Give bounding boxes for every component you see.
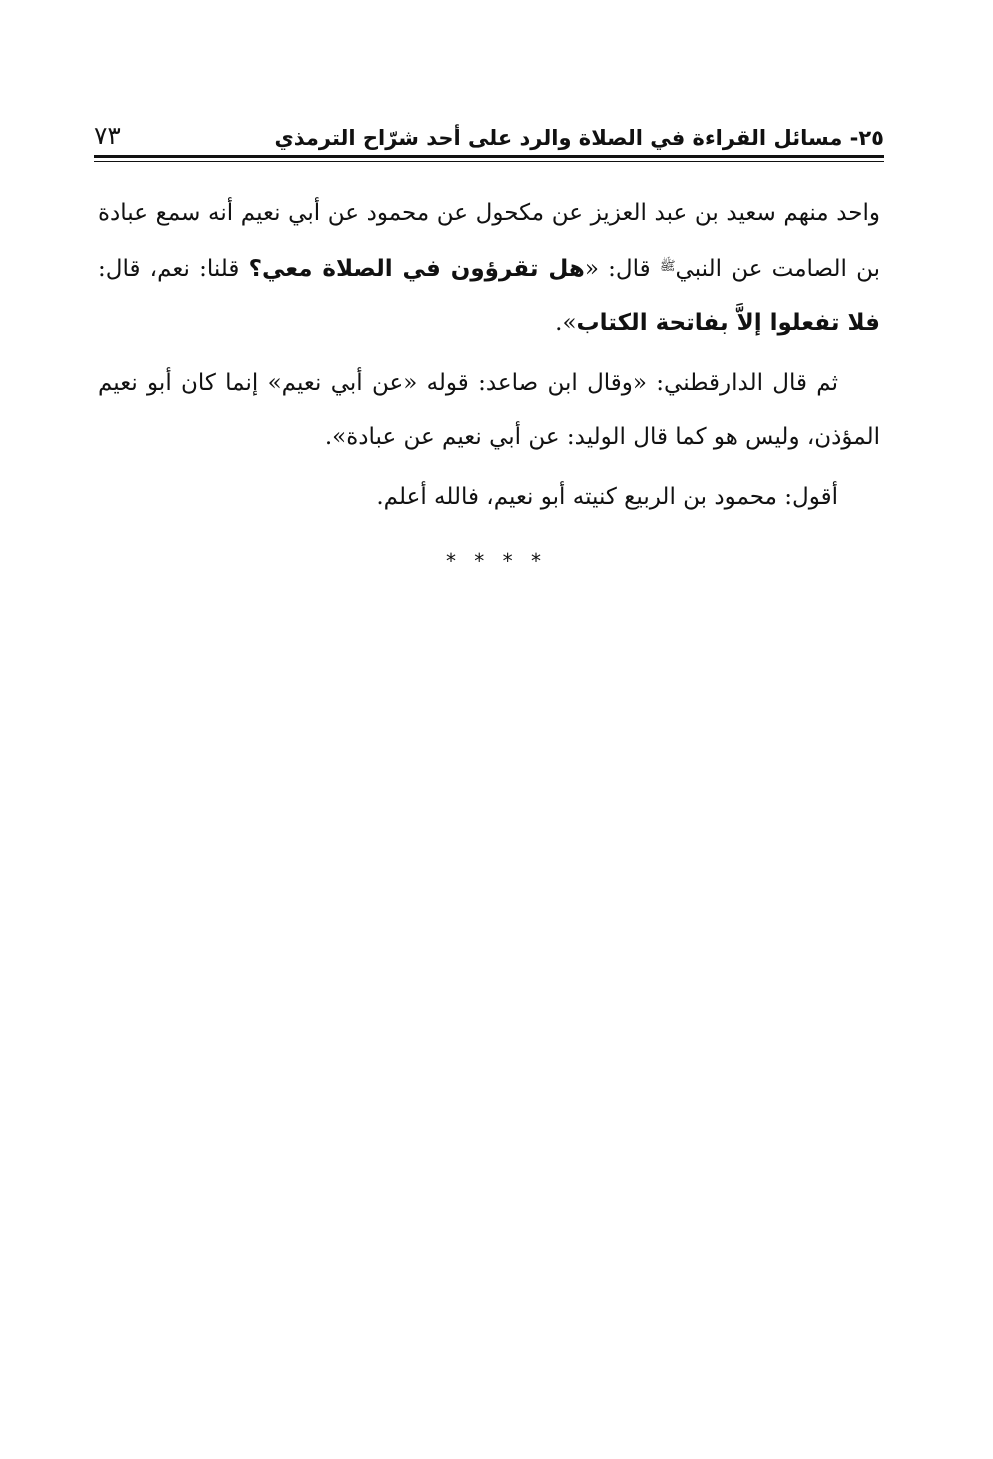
body-text	[98, 186, 880, 524]
section-separator: * * * *	[445, 549, 548, 573]
page-header	[94, 118, 884, 158]
paragraph-3: أقول: محمود بن الربيع كنيته أبو نعيم، فالله أعلم.	[376, 484, 838, 510]
page-number: ٧٣	[94, 121, 121, 150]
paragraph-1-text-a: واحد منهم سعيد بن عبد العزيز عن مكحول عن محمود عن أبي نعيم أنه سمع عبادة بن الصامت عن النبي	[98, 200, 881, 282]
running-header-title: ٢٥- مسائل القراءة في الصلاة والرد على أحد شرّاح الترمذي	[274, 126, 884, 150]
header-rule-thick	[94, 155, 884, 158]
hadith-quote-2: فلا تفعلوا إلاَّ بفاتحة الكتاب	[576, 310, 880, 336]
paragraph-1	[98, 186, 880, 350]
hadith-quote-1: هل تقرؤون في الصلاة معي؟	[248, 256, 585, 282]
honorific-symbol: ﷺ	[659, 259, 676, 274]
paragraph-1-text-c: قلنا: نعم، قال:	[98, 256, 240, 282]
header-rule-thin	[94, 161, 884, 162]
paragraph-2: ثم قال الدارقطني: «وقال ابن صاعد: قوله «عن أبي نعيم» إنما كان أبو نعيم المؤذن، وليس هو كما قال الوليد: عن أبي نعيم عن عبادة».	[98, 370, 880, 450]
paragraph-1-text-b: قال: «	[584, 256, 651, 282]
paragraph-1-text-d: ».	[555, 310, 577, 336]
